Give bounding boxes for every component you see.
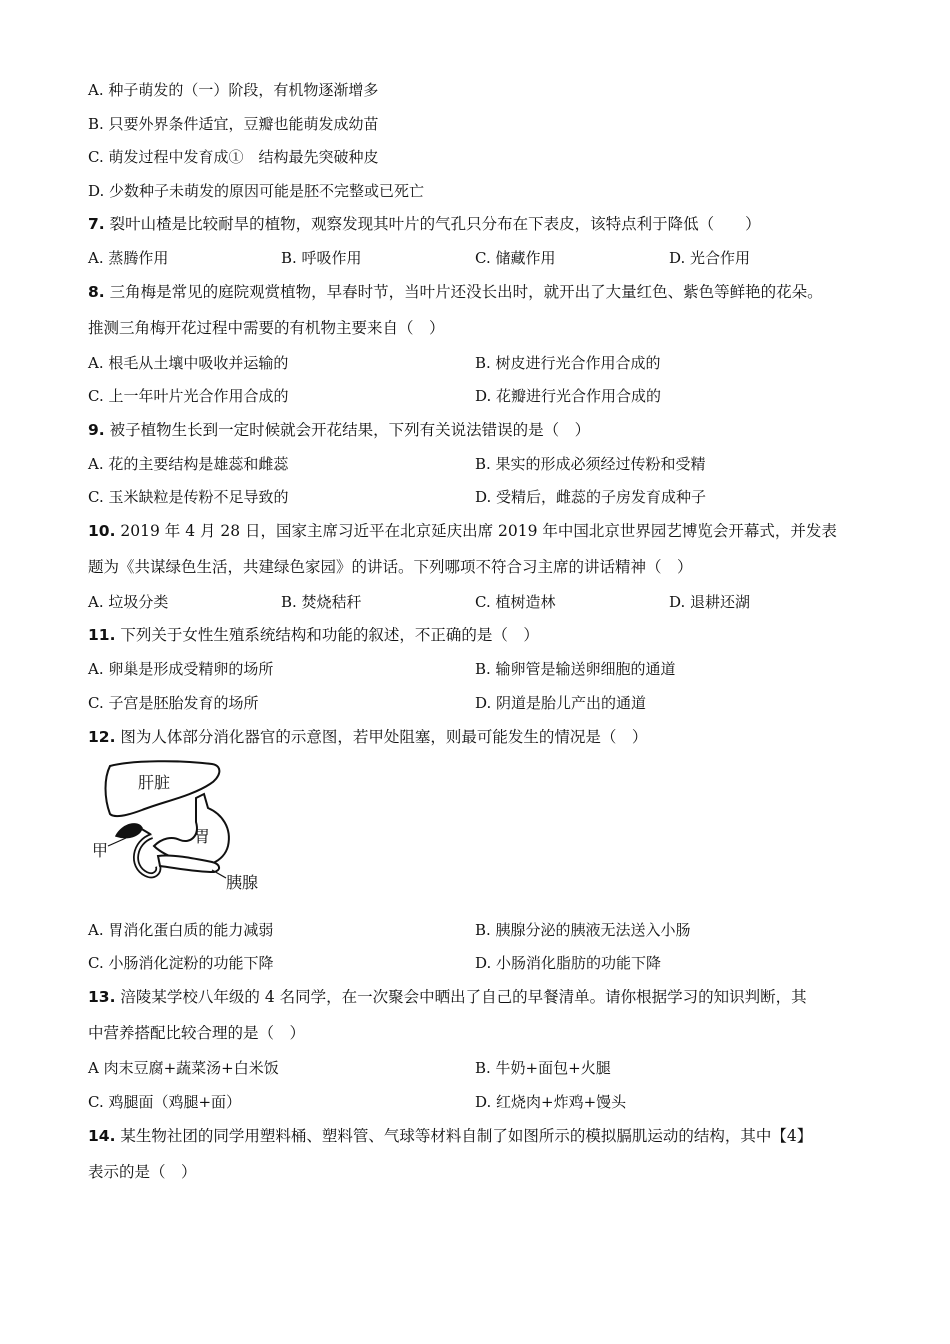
q10-option-c: C. 植树造林: [475, 593, 556, 611]
q9-option-a: A. 花的主要结构是雄蕊和雌蕊: [88, 455, 289, 473]
jia-label: 甲: [92, 841, 109, 860]
q10-text-1: 2019 年 4 月 28 日，国家主席习近平在北京延庆出席 2019 年中国北京世界园艺博览会开幕式，并发表: [115, 522, 837, 540]
q14-stem-line1: [88, 1126, 812, 1146]
q8-stem-line1: [88, 282, 823, 302]
q9-number: 9.: [88, 421, 105, 439]
q11-option-a: A. 卵巢是形成受精卵的场所: [88, 660, 274, 678]
q11-option-d: D. 阴道是胎儿产出的通道: [475, 694, 647, 712]
q11-number: 11.: [88, 626, 116, 644]
q12-number: 12.: [88, 728, 116, 746]
q10-option-b: B. 焚烧秸秆: [281, 593, 362, 611]
q6-option-b: B. 只要外界条件适宜，豆瓣也能萌发成幼苗: [88, 115, 379, 133]
q13-option-c: C. 鸡腿面（鸡腿+面）: [88, 1093, 242, 1111]
q7-text: 裂叶山楂是比较耐旱的植物，观察发现其叶片的气孔只分布在下表皮，该特点利于降低（ ）: [104, 215, 761, 233]
q8-text-1: 三角梅是常见的庭院观赏植物，早春时节，当叶片还没长出时，就开出了大量红色、紫色等鲜艳的花朵。: [104, 283, 823, 301]
q10-option-d: D. 退耕还湖: [669, 593, 751, 611]
q11-text: 下列关于女性生殖系统结构和功能的叙述，不正确的是（ ）: [115, 626, 539, 644]
jia-leader-line: [108, 838, 126, 846]
q10-number: 10.: [88, 522, 116, 540]
q10-option-a: A. 垃圾分类: [88, 593, 169, 611]
q7-option-d: D. 光合作用: [669, 249, 751, 267]
q12-text: 图为人体部分消化器官的示意图，若甲处阻塞，则最可能发生的情况是（ ）: [115, 728, 648, 746]
digestive-organs-figure: [92, 758, 282, 898]
q7-option-b: B. 呼吸作用: [281, 249, 362, 267]
q11-option-b: B. 输卵管是输送卵细胞的通道: [475, 660, 676, 678]
q9-option-d: D. 受精后，雌蕊的子房发育成种子: [475, 488, 707, 506]
q6-option-d: D. 少数种子未萌发的原因可能是胚不完整或已死亡: [88, 182, 425, 200]
q8-option-b: B. 树皮进行光合作用合成的: [475, 354, 661, 372]
q6-option-c: C. 萌发过程中发育成① 结构最先突破种皮: [88, 148, 379, 166]
q13-stem-line1: [88, 987, 807, 1007]
q9-option-c: C. 玉米缺粒是传粉不足导致的: [88, 488, 289, 506]
q14-text-1: 某生物社团的同学用塑料桶、塑料管、气球等材料自制了如图所示的模拟膈肌运动的结构，其中【4】: [115, 1127, 813, 1145]
pancreas-label: 胰腺: [226, 873, 259, 892]
q12-option-c: C. 小肠消化淀粉的功能下降: [88, 954, 274, 972]
q12-option-a: A. 胃消化蛋白质的能力减弱: [88, 921, 274, 939]
q12-option-b: B. 胰腺分泌的胰液无法送入小肠: [475, 921, 691, 939]
q6-option-a: A. 种子萌发的（一）阶段，有机物逐渐增多: [88, 81, 379, 99]
q9-text: 被子植物生长到一定时候就会开花结果，下列有关说法错误的是（ ）: [104, 421, 591, 439]
q11-stem: [88, 625, 539, 645]
q7-stem: [88, 214, 761, 234]
q7-option-a: A. 蒸腾作用: [88, 249, 169, 267]
q13-number: 13.: [88, 988, 116, 1006]
q10-stem-line1: [88, 521, 837, 541]
q12-option-d: D. 小肠消化脂肪的功能下降: [475, 954, 662, 972]
q8-option-d: D. 花瓣进行光合作用合成的: [475, 387, 662, 405]
q9-option-b: B. 果实的形成必须经过传粉和受精: [475, 455, 706, 473]
q7-option-c: C. 储藏作用: [475, 249, 556, 267]
q9-stem: [88, 420, 590, 440]
q8-number: 8.: [88, 283, 105, 301]
q13-option-d: D. 红烧肉+炸鸡+馒头: [475, 1093, 627, 1111]
liver-label: 肝脏: [138, 773, 171, 792]
q12-stem: [88, 727, 647, 747]
gallbladder-shape: [116, 824, 142, 838]
q8-stem-line2: 推测三角梅开花过程中需要的有机物主要来自（ ）: [88, 319, 445, 337]
q13-stem-line2: 中营养搭配比较合理的是（ ）: [88, 1024, 306, 1042]
stomach-label: 胃: [194, 827, 211, 846]
q7-number: 7.: [88, 215, 105, 233]
q14-stem-line2: 表示的是（ ）: [88, 1163, 197, 1181]
q13-text-1: 涪陵某学校八年级的 4 名同学，在一次聚会中晒出了自己的早餐清单。请你根据学习的知识判断，其: [115, 988, 807, 1006]
q11-option-c: C. 子宫是胚胎发育的场所: [88, 694, 259, 712]
q13-option-b: B. 牛奶+面包+火腿: [475, 1059, 611, 1077]
q10-stem-line2: 题为《共谋绿色生活，共建绿色家园》的讲话。下列哪项不符合习主席的讲话精神（ ）: [88, 558, 693, 576]
q8-option-c: C. 上一年叶片光合作用合成的: [88, 387, 289, 405]
pancreas-leader-line: [212, 870, 226, 878]
q13-option-a: A 肉末豆腐+蔬菜汤+白米饭: [88, 1059, 279, 1077]
q8-option-a: A. 根毛从土壤中吸收并运输的: [88, 354, 289, 372]
q14-number: 14.: [88, 1127, 116, 1145]
